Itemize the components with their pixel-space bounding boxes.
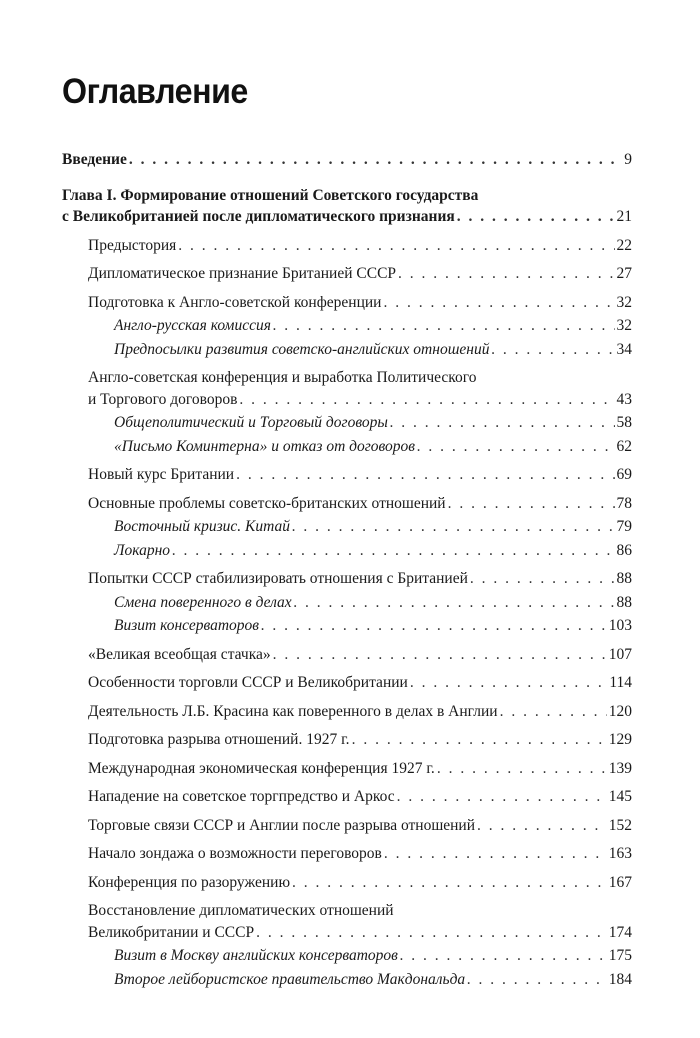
- dot-leader: [236, 464, 614, 486]
- page-number: 175: [608, 947, 632, 964]
- page-number: 86: [616, 541, 632, 559]
- page-number: 22: [616, 236, 632, 254]
- page-number: 163: [608, 845, 632, 862]
- page-number: 88: [616, 570, 632, 587]
- dot-leader: [437, 758, 607, 780]
- entry-title: Международная экономическая конференция 1927 г.: [88, 759, 435, 777]
- page-number: 107: [608, 645, 632, 663]
- table-of-contents: [62, 149, 632, 990]
- entry-title: Предпосылки развития советско-английских отношений: [114, 340, 490, 358]
- entry-title: Великобритании и СССР: [88, 923, 255, 941]
- entry-title: Общеполитический и Торговый договоры: [114, 414, 388, 431]
- entry-title-line: Англо-советская конференция и выработка Политического: [88, 369, 477, 386]
- dot-leader: [500, 701, 607, 723]
- page-number: 139: [608, 759, 632, 777]
- page-number: 184: [608, 970, 632, 988]
- dot-leader: [178, 235, 614, 257]
- page-number: 114: [609, 674, 632, 691]
- entry-title: «Великая всеобщая стачка»: [88, 645, 271, 663]
- toc-entry[interactable]: [62, 969, 632, 991]
- dot-leader: [470, 568, 615, 590]
- entry-title: Англо-русская комиссия: [114, 317, 271, 334]
- entry-title: «Письмо Коминтерна» и отказ от договоров: [114, 437, 416, 455]
- entry-title: Локарно: [114, 541, 171, 559]
- toc-entry[interactable]: [62, 185, 632, 228]
- dot-leader: [261, 615, 607, 637]
- toc-entry[interactable]: [62, 843, 632, 865]
- toc-entry[interactable]: [62, 464, 632, 486]
- page-number: 120: [608, 702, 632, 720]
- toc-entry[interactable]: [62, 701, 632, 723]
- dot-leader: [172, 540, 614, 562]
- toc-entry[interactable]: [62, 339, 632, 361]
- toc-entry[interactable]: [62, 516, 632, 538]
- page-number: 32: [616, 293, 632, 311]
- entry-title: Новый курс Британии: [88, 466, 235, 483]
- entry-title: Подготовка разрыва отношений. 1927 г.: [88, 731, 350, 748]
- page-number: 152: [608, 816, 632, 834]
- toc-entry[interactable]: [62, 872, 632, 894]
- dot-leader: [129, 149, 622, 171]
- dot-leader: [398, 263, 614, 285]
- toc-entry[interactable]: [62, 729, 632, 751]
- page-number: 174: [608, 923, 632, 941]
- entry-title: Попытки СССР стабилизировать отношения с Британией: [88, 570, 468, 587]
- entry-title: Деятельность Л.Б. Красина как поверенного в делах в Англии: [88, 702, 498, 720]
- entry-title-line: Восстановление дипломатических отношений: [88, 902, 394, 919]
- dot-leader: [457, 206, 615, 228]
- entry-title: Восточный кризис. Китай: [114, 518, 290, 535]
- dot-leader: [491, 339, 614, 361]
- entry-title-line: Глава I. Формирование отношений Советского государства: [62, 186, 479, 204]
- entry-title: Введение: [62, 151, 127, 168]
- page-number: 88: [616, 593, 632, 611]
- entry-title: с Великобританией после дипломатического признания: [62, 208, 455, 225]
- toc-entry[interactable]: [62, 436, 632, 458]
- page-number: 34: [616, 340, 632, 358]
- page-number: 32: [616, 317, 632, 334]
- toc-entry[interactable]: [62, 315, 632, 337]
- entry-title: Особенности торговли СССР и Великобритании: [88, 674, 408, 691]
- page-number: 58: [616, 414, 632, 431]
- dot-leader: [273, 315, 615, 337]
- page-number: 79: [616, 518, 632, 535]
- toc-entry[interactable]: [62, 540, 632, 562]
- toc-entry[interactable]: [62, 493, 632, 515]
- toc-entry[interactable]: [62, 758, 632, 780]
- dot-leader: [384, 843, 607, 865]
- dot-leader: [383, 292, 614, 314]
- entry-title: Подготовка к Англо-советской конференции: [88, 293, 382, 311]
- dot-leader: [292, 872, 607, 894]
- page-number: 21: [616, 208, 632, 225]
- dot-leader: [273, 644, 607, 666]
- toc-entry[interactable]: [62, 149, 632, 171]
- toc-entry[interactable]: [62, 592, 632, 614]
- dot-leader: [467, 969, 607, 991]
- page-number: 145: [608, 788, 632, 805]
- entry-title: Основные проблемы советско-британских отношений: [88, 494, 446, 512]
- dot-leader: [448, 493, 615, 515]
- entry-title: и Торгового договоров: [88, 390, 238, 408]
- page-number: 78: [616, 494, 632, 512]
- page-number: 167: [608, 873, 632, 891]
- toc-entry[interactable]: [62, 644, 632, 666]
- page-number: 69: [616, 466, 632, 483]
- page-number: 129: [608, 731, 632, 748]
- toc-entry[interactable]: [62, 786, 632, 808]
- toc-entry[interactable]: [62, 412, 632, 434]
- dot-leader: [417, 436, 614, 458]
- entry-title: Смена поверенного в делах: [114, 593, 292, 611]
- toc-entry[interactable]: [62, 672, 632, 694]
- dot-leader: [256, 922, 607, 944]
- dot-leader: [239, 389, 614, 411]
- page-number: 103: [608, 617, 632, 634]
- toc-entry[interactable]: [62, 815, 632, 837]
- toc-entry[interactable]: [62, 568, 632, 590]
- entry-title: Предыстория: [88, 236, 177, 254]
- page-number: 62: [616, 437, 632, 455]
- toc-entry[interactable]: [62, 263, 632, 285]
- dot-leader: [294, 592, 615, 614]
- toc-entry[interactable]: [62, 615, 632, 637]
- entry-title: Нападение на советское торгпредство и Аркос: [88, 788, 395, 805]
- page-number: 43: [616, 390, 632, 408]
- entry-title: Дипломатическое признание Британией СССР: [88, 265, 397, 282]
- entry-title: Визит в Москву английских консерваторов: [114, 947, 398, 964]
- dot-leader: [410, 672, 607, 694]
- page-number: 27: [616, 265, 632, 282]
- toc-entry[interactable]: [62, 900, 632, 943]
- page-title: Оглавление: [62, 72, 248, 111]
- dot-leader: [400, 945, 607, 967]
- entry-title: Визит консерваторов: [114, 617, 260, 634]
- toc-entry[interactable]: [62, 945, 632, 967]
- entry-title: Конференция по разоружению: [88, 873, 291, 891]
- dot-leader: [390, 412, 615, 434]
- toc-entry[interactable]: [62, 292, 632, 314]
- toc-entry[interactable]: [62, 367, 632, 410]
- toc-entry[interactable]: [62, 235, 632, 257]
- dot-leader: [397, 786, 607, 808]
- entry-title: Торговые связи СССР и Англии после разрыва отношений: [88, 816, 476, 834]
- page-number: 9: [624, 151, 632, 168]
- dot-leader: [477, 815, 607, 837]
- dot-leader: [292, 516, 615, 538]
- dot-leader: [352, 729, 607, 751]
- entry-title: Второе лейбористское правительство Макдональда: [114, 970, 466, 988]
- entry-title: Начало зондажа о возможности переговоров: [88, 845, 382, 862]
